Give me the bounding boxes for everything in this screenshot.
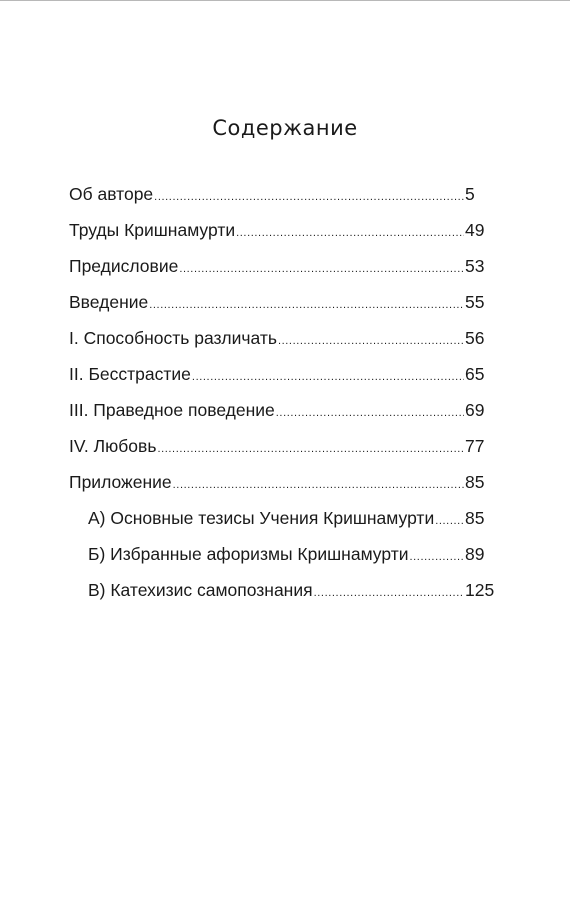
dot-leader <box>173 471 464 496</box>
toc-entry-title: IV. Любовь <box>69 436 157 456</box>
dot-leader <box>314 579 464 604</box>
dot-leader <box>192 363 464 388</box>
toc-entry[interactable] <box>69 183 489 219</box>
toc-entry-title: Введение <box>69 292 149 312</box>
toc-entry-title: II. Бесстрастие <box>69 364 191 384</box>
toc-entry-title: I. Способность различать <box>69 328 277 348</box>
dot-leader <box>154 183 464 208</box>
toc-subentry[interactable] <box>88 579 495 615</box>
toc-entry[interactable] <box>69 471 489 507</box>
toc-entry-page: 85 <box>465 508 485 528</box>
toc-entry-title: В) Катехизис самопознания <box>88 580 313 600</box>
toc-entry[interactable] <box>69 255 489 291</box>
toc-entry-title: А) Основные тезисы Учения Кришнамурти <box>88 508 435 528</box>
dot-leader <box>179 255 464 280</box>
table-of-contents <box>0 183 570 615</box>
toc-subentry[interactable] <box>88 507 495 543</box>
toc-entry-page: 65 <box>465 364 485 384</box>
toc-subentry[interactable] <box>88 543 495 579</box>
toc-entry[interactable] <box>69 327 489 363</box>
dot-leader <box>410 543 465 568</box>
toc-entry-page: 49 <box>465 220 485 240</box>
toc-entry-page: 5 <box>465 184 475 204</box>
toc-entry-title: Об авторе <box>69 184 154 204</box>
toc-entry-page: 89 <box>465 544 485 564</box>
page-title: Содержание <box>212 116 358 140</box>
toc-entry[interactable] <box>69 363 489 399</box>
toc-entry-page: 77 <box>465 436 485 456</box>
dot-leader <box>278 327 464 352</box>
toc-entry-page: 56 <box>465 328 485 348</box>
toc-entry-page: 53 <box>465 256 485 276</box>
toc-entry[interactable] <box>69 399 489 435</box>
dot-leader <box>435 507 464 532</box>
toc-entry-title: Предисловие <box>69 256 179 276</box>
toc-entry-page: 125 <box>465 580 495 600</box>
toc-entry[interactable] <box>69 291 489 327</box>
dot-leader <box>276 399 464 424</box>
toc-entry[interactable] <box>69 219 489 255</box>
dot-leader <box>236 219 464 244</box>
toc-entry-page: 55 <box>465 292 485 312</box>
toc-entry-page: 69 <box>465 400 485 420</box>
toc-entry-title: Приложение <box>69 472 172 492</box>
toc-entry-page: 85 <box>465 472 485 492</box>
dot-leader <box>157 435 464 460</box>
toc-entry-title: Труды Кришнамурти <box>69 220 236 240</box>
page-top-border <box>0 0 570 1</box>
toc-entry-title: III. Праведное поведение <box>69 400 275 420</box>
dot-leader <box>149 291 464 316</box>
toc-entry[interactable] <box>69 435 489 471</box>
toc-entry-title: Б) Избранные афоризмы Кришнамурти <box>88 544 409 564</box>
